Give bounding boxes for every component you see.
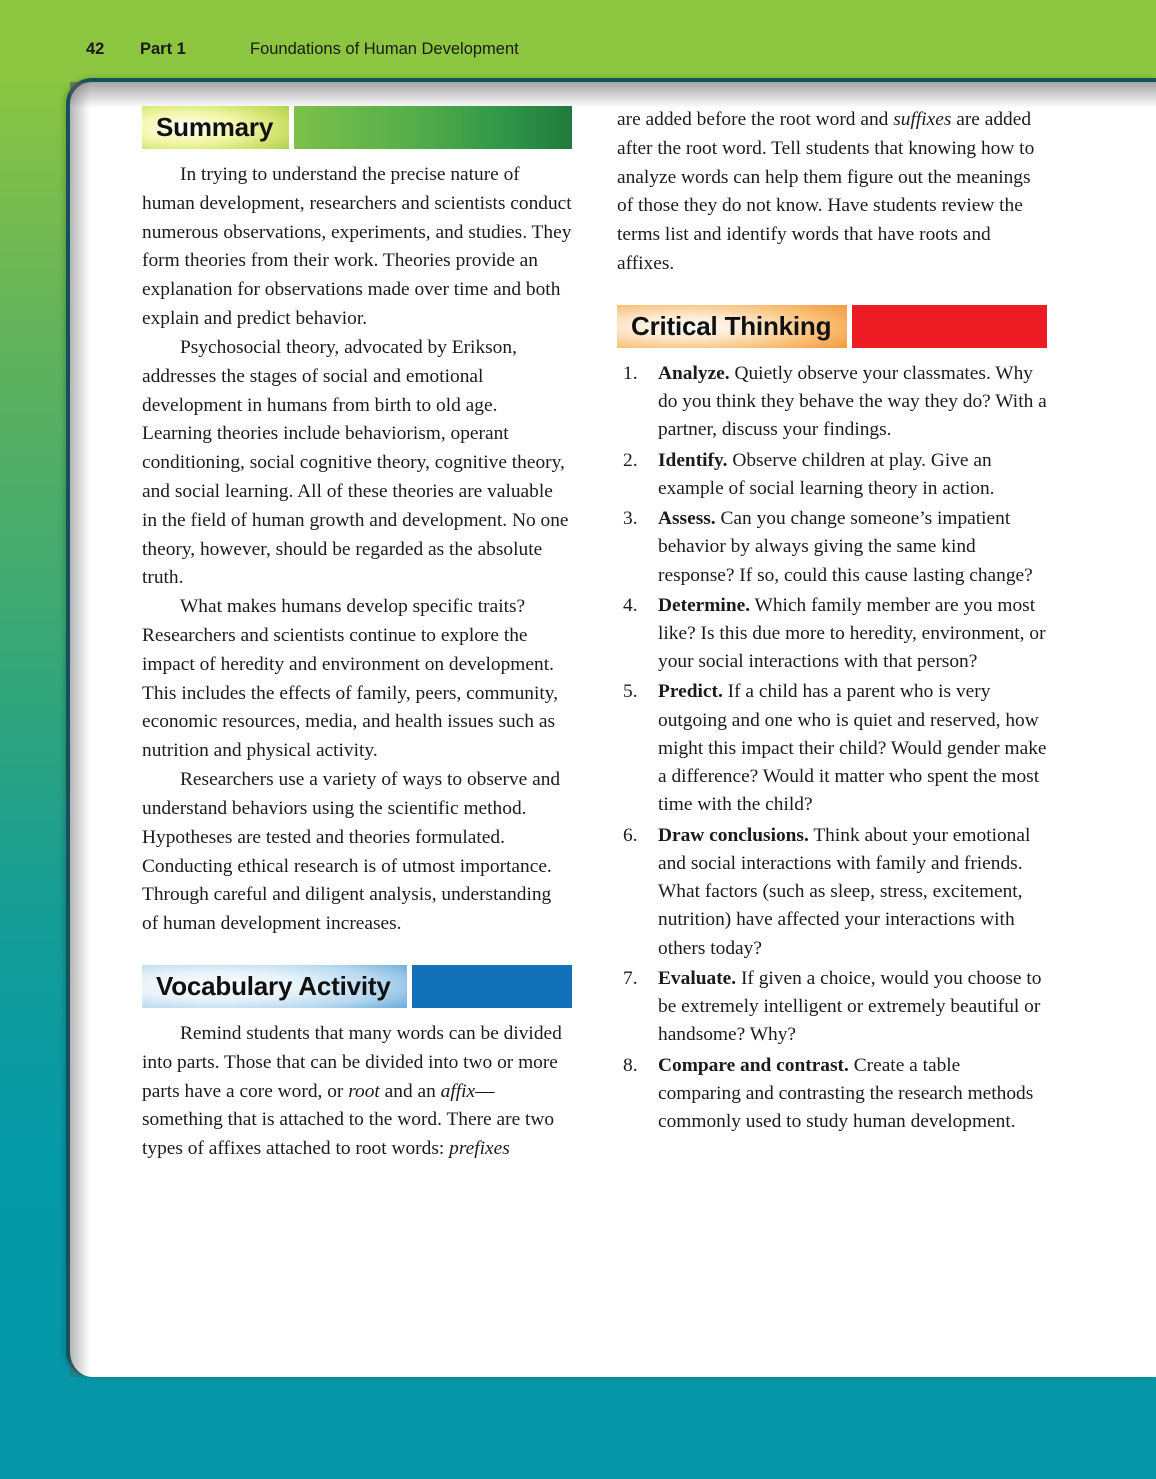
item-lead: Assess. (658, 508, 716, 530)
list-item (617, 592, 1047, 677)
vocab-italic-affix: affix (440, 1080, 476, 1102)
top-header-band (0, 0, 1156, 78)
section-spacer-right (617, 279, 1047, 305)
vocab-italic-root: root (348, 1080, 380, 1102)
vocabulary-continuation-paragraph (617, 106, 1047, 279)
critical-thinking-list (617, 360, 1047, 1136)
item-lead: Compare and contrast. (658, 1054, 849, 1076)
item-text: If a child has a parent who is very outgoing and one who is quiet and reserved, how might this impact their child? Would gender make a difference? Would it matter who spent the most time with the child? (658, 681, 1047, 816)
vocabulary-banner-bar (412, 965, 572, 1008)
critical-thinking-banner-bar (852, 305, 1047, 348)
list-item (617, 822, 1047, 963)
sheet-top-shadow (70, 82, 1156, 108)
continuation-text-2: are added after the root word. Tell students that knowing how to analyze words can help them figure out the meanings of those they do not know. Have students review the terms list and identify words that have roots and affixes. (617, 109, 1035, 275)
summary-section-banner (142, 106, 572, 149)
vocab-text-1: Remind students that many words can be divided into parts. Those that can be divided into two or more parts have a core word, or (142, 1022, 562, 1102)
item-text: Create a table comparing and contrasting the research methods commonly used to study human development. (658, 1054, 1034, 1132)
summary-paragraph-3: What makes humans develop specific traits? Researchers and scientists continue to explore the impact of heredity and environment on development. This includes the effects of family, peers, community, economic resources, media, and health issues such as nutrition and physical activity. (142, 596, 559, 762)
summary-paragraph-1: In trying to understand the precise nature of human development, researchers and scientists conduct numerous observations, experiments, and studies. They form theories from their work. Theories provide an explanation for observations made over time and both explain and predict behavior. (142, 164, 572, 330)
critical-thinking-section-banner (617, 305, 1047, 348)
item-text: If given a choice, would you choose to be extremely intelligent or extremely beautiful or handsome? Why? (658, 967, 1042, 1046)
list-item (617, 360, 1047, 445)
vocabulary-section-banner (142, 965, 572, 1008)
content-columns (142, 106, 1060, 1367)
running-head (86, 40, 519, 59)
vocab-text-2: and an (379, 1080, 441, 1102)
part-label: Part 1 (140, 40, 186, 58)
list-item (617, 505, 1047, 590)
page-number: 42 (86, 40, 105, 58)
item-lead: Identify. (658, 449, 728, 471)
item-text: Quietly observe your classmates. Why do you think they behave the way they do? With a partner, discuss your findings. (658, 362, 1047, 441)
list-item (617, 678, 1047, 819)
item-lead: Predict. (658, 681, 723, 703)
item-lead: Draw conclusions. (658, 824, 809, 846)
continuation-text-1: are added before the root word and (617, 109, 894, 130)
book-section-title: Foundations of Human Development (250, 40, 519, 58)
item-lead: Determine. (658, 594, 751, 616)
item-text: Which family member are you most like? Is this due more to heredity, environment, or your social interactions with that person? (658, 594, 1046, 673)
item-lead: Evaluate. (658, 967, 737, 989)
list-item (617, 447, 1047, 503)
section-spacer (142, 939, 572, 965)
summary-paragraph-4: Researchers use a variety of ways to observe and understand behaviors using the scientific method. Hypotheses are tested and theories formulated. Conducting ethical research is of utmost importance. Through careful and diligent analysis, understanding of human development increases. (142, 769, 561, 935)
vocab-italic-prefixes: prefixes (449, 1138, 510, 1160)
page-sheet (66, 78, 1156, 1377)
item-text: Can you change someone’s impatient behavior by always giving the same kind response? If so, could this cause lasting change? (658, 508, 1033, 586)
left-column (142, 106, 572, 1367)
summary-heading: Summary (142, 106, 289, 149)
summary-banner-bar (294, 106, 572, 149)
vocabulary-heading: Vocabulary Activity (142, 965, 407, 1008)
vocab-text-3: —something that is attached to the word. There are two types of affixes attached to root words: (142, 1080, 555, 1160)
continuation-italic-suffixes: suffixes (893, 109, 952, 130)
vocabulary-paragraph (142, 1020, 572, 1164)
list-item (617, 1052, 1047, 1137)
sheet-left-shadow (70, 82, 90, 1377)
item-text: Observe children at play. Give an example of social learning theory in action. (658, 449, 995, 499)
item-lead: Analyze. (658, 362, 730, 384)
summary-paragraph-2: Psychosocial theory, advocated by Erikson, addresses the stages of social and emotional development in humans from birth to old age. Learning theories include behaviorism, operant conditioning, social cognitive theory, cognitive theory, and social learning. All of these theories are valuable in the field of human growth and development. No one theory, however, should be regarded as the absolute truth. (142, 336, 569, 589)
list-item (617, 965, 1047, 1050)
right-column (617, 106, 1047, 1367)
item-text: Think about your emotional and social interactions with family and friends. What factors (such as sleep, stress, excitement, nutrition) have affected your interactions with others today? (658, 824, 1031, 959)
critical-thinking-heading: Critical Thinking (617, 305, 847, 348)
